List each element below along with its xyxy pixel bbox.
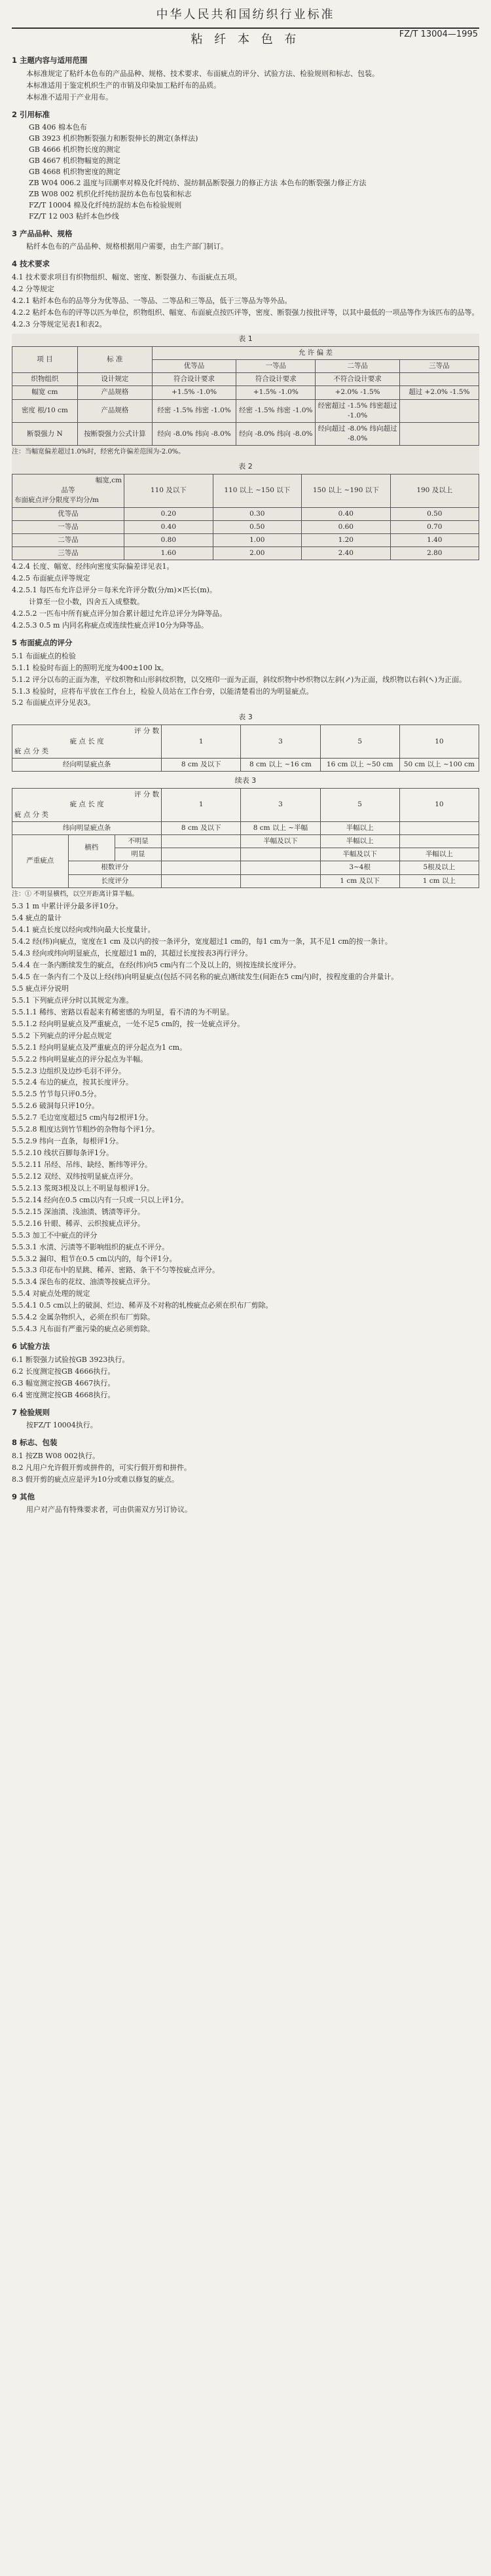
table-cell: 0.50: [213, 520, 301, 533]
table-row: [12, 533, 479, 546]
table-cell: 一等品: [12, 520, 124, 533]
table-cell: [399, 399, 479, 422]
table-row: [12, 507, 479, 520]
table-cell: 横档: [68, 835, 115, 861]
clause: 5.4.4 在一条内断续发生的疵点，在经(纬)向5 cm内有二个及以上的，则按连续长度评分。: [12, 961, 301, 970]
clause: 4.2.5.3 0.5 m 内同名称疵点或连续性疵点评10分为降等品。: [12, 621, 208, 630]
reference-item: FZ/T 12 003 粘纤本色纱线: [29, 211, 119, 221]
table-header: 150 以上 ~190 以下: [302, 474, 390, 507]
table-header: 190 及以上: [390, 474, 479, 507]
clause: 5.5.2.1 经向明显疵点及严重疵点的评分起点为1 cm。: [12, 1043, 187, 1052]
table-cell: [162, 861, 241, 874]
table-row: [12, 520, 479, 533]
table-cell: 严重疵点: [12, 835, 69, 888]
table-cell: +1.5% -1.0%: [152, 386, 236, 399]
clause: 5.4 疵点的量计: [12, 914, 62, 923]
clause: 5.5.2.11 吊经、吊纬、缺经、断纬等评分。: [12, 1160, 152, 1170]
table-cell: 半幅及以下: [241, 835, 320, 848]
clause: 5.5.2.15 深油渍、浅油渍、锈渍等评分。: [12, 1207, 145, 1216]
reference-item: GB 4666 机织物长度的测定: [29, 145, 120, 154]
table-1-caption: 表 1: [238, 334, 253, 343]
page-header: [12, 7, 479, 24]
table-1-block: [12, 334, 479, 561]
corner-bottom: 布面疵点评分限度平均分/m: [14, 496, 99, 505]
table-header: 3: [241, 789, 320, 822]
table-cell: 按断裂强力公式计算: [77, 423, 152, 446]
clause: 4.2.5.1 每匹布允许总评分＝每米允许评分数(分/m)×匹长(m)。: [12, 586, 217, 595]
paragraph: 粘纤本色布的产品品种、规格根据用户需要，由生产部门制订。: [26, 242, 228, 251]
table-note: 注：当幅宽偏差超过1.0%时，经密允许偏差范围为-2.0%。: [12, 448, 185, 456]
table-header: 二等品: [316, 359, 399, 372]
clause: 8.3 假开剪的疵点应是评为10分或难以修复的疵点。: [12, 1475, 179, 1484]
table-cell: 设计规定: [77, 373, 152, 386]
reference-item: GB 3923 机织物断裂强力和断裂伸长的测定(条样法): [29, 134, 198, 143]
table-cell: 半幅以上: [320, 821, 399, 834]
table-header: 优等品: [152, 359, 236, 372]
clause: 5.5.2.6 破洞每只评10分。: [12, 1101, 99, 1111]
reference-item: ZB W04 006.2 温度与回潮率对棉及化纤纯纺、混纺制品断裂强力的修正方法 本色布的断裂强力修正方法: [29, 179, 367, 188]
table-note: 注：① 不明显横档，以空开距离计算半幅。: [12, 890, 139, 898]
section-1-heading: 1 主题内容与适用范围: [12, 56, 88, 65]
table-cell: 根数评分: [68, 861, 162, 874]
table-cell: 经向 -8.0% 纬向 -8.0%: [152, 423, 236, 446]
clause: 5.5.3.1 水渍、污渍等不影响组织的疵点不评分。: [12, 1242, 169, 1251]
clause: 5.5.2.14 经向在0.5 cm以内有一只或一只以上评1分。: [12, 1195, 189, 1204]
table-cell: 优等品: [12, 507, 124, 520]
table-row: [12, 874, 479, 887]
table-row: [12, 861, 479, 874]
table-cell: +2.0% -1.5%: [316, 386, 399, 399]
table-cell: 断裂强力 N: [12, 423, 78, 446]
corner-bottom: 疵 点 分 类: [14, 810, 49, 819]
clause: 5.4.3 经向或纬向明显疵点，长度超过1 m的，其超过长度按表3再行评分。: [12, 949, 253, 958]
clause: 4.2.4 长度、幅宽、经纬向密度实际偏差详见表1。: [12, 562, 174, 571]
table-header: 5: [320, 789, 399, 822]
table-header: 1: [162, 789, 241, 822]
paragraph: 本标准不适用于产业用布。: [26, 92, 113, 101]
clause: 5.5.4.3 凡布面有严重污染的疵点必须剪除。: [12, 1325, 155, 1334]
corner-bottom: 疵 点 分 类: [14, 747, 49, 755]
table-1: [12, 346, 479, 446]
section-4-heading: 4 技术要求: [12, 259, 50, 269]
table-cell: [162, 835, 241, 848]
table-cell: 经向 -8.0% 纬向 -8.0%: [236, 423, 316, 446]
table-cell: 半幅及以下: [320, 848, 399, 861]
clause: 5.5.2.5 竹节每只评0.5分。: [12, 1090, 101, 1099]
corner-top: 幅宽,cm: [95, 476, 122, 484]
clause: 5.1.1 检验时布面上的照明光度为400±100 lx。: [12, 663, 168, 672]
table-cell: 1 cm 及以下: [320, 874, 399, 887]
table-cell: 2.80: [390, 547, 479, 560]
clause: 5.4.2 经(纬)向疵点，宽度在1 cm 及以内的按一条评分，宽度超过1 cm的，每1 cm为一条，其不足1 cm的按一条计。: [12, 937, 392, 946]
table-header: 一等品: [236, 359, 316, 372]
table-cell: [241, 874, 320, 887]
table-cell: 2.40: [302, 547, 390, 560]
table-corner: [12, 474, 124, 507]
section-9-heading: 9 其他: [12, 1492, 35, 1501]
table-3-caption: 表 3: [238, 713, 253, 722]
clause: 5.5.3.3 印花布中的星跳、稀弄、密路、条干不匀等按疵点评分。: [12, 1266, 219, 1275]
standard-number: FZ/T 13004—1995: [399, 29, 478, 39]
clause: 5.5.4.2 金属杂物织入，必须在织布厂剪除。: [12, 1313, 155, 1322]
clause: 5.5.2.16 针眼、稀弄、云织按疵点评分。: [12, 1219, 145, 1228]
table-cell: [399, 835, 479, 848]
table-cell: 0.20: [124, 507, 213, 520]
table-cell: 明显: [115, 848, 161, 861]
paragraph: 用户对产品有特殊要求者，可由供需双方另订协议。: [26, 1505, 192, 1514]
table-cell: 半幅以上: [320, 835, 399, 848]
reference-item: GB 4667 机织物幅宽的测定: [29, 156, 120, 166]
clause: 5.5.3.2 漏印、粗节在0.5 cm以内的，每个评1分。: [12, 1254, 177, 1263]
document-title: 粘 纤 本 色 布: [191, 33, 300, 47]
clause: 8.2 凡用户允许假开剪或拼件的，可实行假开剪和拼件。: [12, 1463, 191, 1472]
clause: 5.5.2.7 毛边宽度超过5 cm内每2根评1分。: [12, 1113, 153, 1122]
clause: 4.2 分等规定: [12, 285, 54, 293]
table-header: 三等品: [399, 359, 479, 372]
clause: 5.5.1 下列疵点评分时以其规定为准。: [12, 995, 134, 1005]
table-header: 10: [399, 789, 479, 822]
table-cell: 超过 +2.0% -1.5%: [399, 386, 479, 399]
clause: 5.2 布面疵点评分见表3。: [12, 698, 95, 707]
table-cell: 8 cm 以上 ~16 cm: [241, 758, 320, 771]
table-cell: 0.70: [390, 520, 479, 533]
paragraph: 本标准适用于鉴定机织生产的市销及印染加工粘纤布的品质。: [26, 80, 221, 90]
paragraph: 按FZ/T 10004执行。: [26, 1421, 98, 1430]
corner-mid: 疵 点 长 度: [69, 800, 104, 809]
table-cell: 50 cm 以上 ~100 cm: [399, 758, 479, 771]
clause: 4.2.1 粘纤本色布的品等分为优等品、一等品、二等品和三等品，低于三等品为等外品。: [12, 296, 292, 305]
table-row: [12, 758, 479, 771]
table-cell: 经密超过 -1.5% 纬密超过 -1.0%: [316, 399, 399, 422]
table-cell: [399, 423, 479, 446]
section-5-heading: 5 布面疵点的评分: [12, 638, 73, 648]
clause: 6.2 长度测定按GB 4666执行。: [12, 1367, 115, 1376]
clause: 6.4 密度测定按GB 4668执行。: [12, 1390, 115, 1399]
table-cell: [399, 373, 479, 386]
table-cell: 不符合设计要求: [316, 373, 399, 386]
table-header: 110 及以下: [124, 474, 213, 507]
section-6-heading: 6 试验方法: [12, 1342, 50, 1351]
clause: 5.5.2.9 纬向一直条，每根评1分。: [12, 1137, 123, 1146]
table-cell: 符合设计要求: [236, 373, 316, 386]
table-cell: [241, 861, 320, 874]
table-cell: [399, 821, 479, 834]
table-cell: 0.40: [124, 520, 213, 533]
section-2-heading: 2 引用标准: [12, 109, 50, 119]
table-cell: 1.40: [390, 533, 479, 546]
clause: 5.5.3.4 深色布的花纹、油渍等按疵点评分。: [12, 1278, 155, 1287]
clause: 计算至一位小数，四舍五入成整数。: [29, 598, 144, 607]
clause: 5.4.1 疵点长度以经向或纬向最大长度量计。: [12, 925, 155, 935]
table-header: 标 准: [77, 346, 152, 372]
clause: 5.3 1 m 中累计评分最多评10分。: [12, 902, 123, 911]
table-header: 10: [399, 725, 479, 759]
clause: 5.5.2.2 纬向明显疵点的评分起点为半幅。: [12, 1054, 147, 1064]
table-cell: 三等品: [12, 547, 124, 560]
table-cell: 8 cm 及以下: [162, 758, 241, 771]
table-cell: 1.00: [213, 533, 301, 546]
paragraph: 本标准规定了粘纤本色布的产品品种、规格、技术要求、布面疵点的评分、试验方法、检验规则和标志、包装。: [26, 69, 379, 78]
table-cell: [241, 848, 320, 861]
table-cell: 经密 -1.5% 纬密 -1.0%: [236, 399, 316, 422]
table-3-continued: [12, 788, 479, 888]
section-8-heading: 8 标志、包装: [12, 1438, 58, 1448]
clause: 5.5.2.10 线状百脚每条评1分。: [12, 1149, 113, 1158]
table-3: [12, 724, 479, 772]
table-cell: 幅宽 cm: [12, 386, 78, 399]
clause: 5.1.3 检验时，应将布平放在工作台上，检验人员站在工作台旁，以能清楚看出的为明显疵点。: [12, 687, 314, 696]
section-3-heading: 3 产品品种、规格: [12, 228, 73, 238]
reference-item: GB 406 棉本色布: [29, 123, 87, 132]
table-cell: 8 cm 及以下: [162, 821, 241, 834]
table-cell: 1.60: [124, 547, 213, 560]
clause: 5.5.2.12 双经、双纬按明显疵点评分。: [12, 1172, 137, 1181]
table-2: [12, 474, 479, 561]
clause: 5.5.1.2 经向明显疵点及严重疵点，一处不足5 cm的，按一处疵点评分。: [12, 1019, 245, 1028]
table-header: 5: [320, 725, 399, 759]
table-cell: 二等品: [12, 533, 124, 546]
table-cell: 0.50: [390, 507, 479, 520]
clause: 5.5.2.3 边组织及边纱毛羽不评分。: [12, 1066, 126, 1075]
table-cell: 5根及以上: [399, 861, 479, 874]
table-corner: [12, 725, 162, 759]
corner-top: 评 分 数: [134, 791, 160, 799]
section-7-heading: 7 检验规则: [12, 1407, 50, 1417]
table-header: 3: [241, 725, 320, 759]
clause: 4.1 技术要求项目有织物组织、幅宽、密度、断裂强力、布面疵点五项。: [12, 273, 242, 282]
table-row: [12, 399, 479, 422]
clause: 5.5.4.1 0.5 cm以上的破洞、烂边、稀弄及不对称的轧梭疵点必须在织布厂剪除。: [12, 1301, 273, 1310]
clause: 5.1.2 评分以布的正面为准，平纹织物和山形斜纹织物，以交班印一面为正面，斜纹织物中纱织物以左斜(↗)为正面，线织物以右斜(↖)为正面。: [12, 675, 467, 684]
reference-item: GB 4668 机织物密度的测定: [29, 168, 120, 177]
reference-item: ZB W08 002 机织化纤纯纺混纺本色布包装和标志: [29, 189, 192, 198]
standard-org: 中华人民共和国纺织行业标准: [156, 8, 335, 22]
table-row: [12, 835, 479, 848]
table-cell: 0.30: [213, 507, 301, 520]
table-cell: 织物组织: [12, 373, 78, 386]
table-cell: +1.5% -1.0%: [236, 386, 316, 399]
table-3-cont-caption: 续表 3: [234, 776, 257, 785]
clause: 4.2.3 分等规定见表1和表2。: [12, 319, 107, 329]
corner-mid: 品等: [61, 486, 75, 495]
corner-top: 评 分 数: [134, 727, 160, 736]
clause: 5.5.2.13 浆斑3根及以上不明显每根评1分。: [12, 1183, 154, 1192]
table-cell: 经向明显疵点条: [12, 758, 162, 771]
table-cell: 产品规格: [77, 399, 152, 422]
clause: 5.5.1.1 稀纬、密路以看起来有稀密感的为明显，看不清的为不明显。: [12, 1007, 234, 1016]
table-cell: 密度 根/10 cm: [12, 399, 78, 422]
table-corner: [12, 789, 162, 822]
table-cell: 1.20: [302, 533, 390, 546]
section-5-clauses: [12, 901, 479, 1334]
table-cell: 16 cm 以上 ~50 cm: [320, 758, 399, 771]
table-row: [12, 821, 479, 834]
table-cell: [162, 848, 241, 861]
table-cell: 经密 -1.5% 纬密 -1.0%: [152, 399, 236, 422]
clause: 8.1 按ZB W08 002执行。: [12, 1451, 100, 1460]
clause: 5.5.4 对疵点处理的规定: [12, 1289, 90, 1298]
table-cell: 长度评分: [68, 874, 162, 887]
clause: 6.1 断裂强力试验按GB 3923执行。: [12, 1355, 130, 1364]
clause: 5.5.2 下列疵点的评分起点规定: [12, 1031, 112, 1040]
table-cell: 不明显: [115, 835, 161, 848]
clause: 5.1 布面疵点的检验: [12, 651, 76, 660]
table-cell: 经向超过 -8.0% 纬向超过 -8.0%: [316, 423, 399, 446]
clause: 5.5.3 加工不中疵点的评分: [12, 1230, 98, 1240]
clause: 4.2.5 布面疵点评等规定: [12, 574, 90, 583]
table-cell: 1 cm 以上: [399, 874, 479, 887]
table-cell: 纬向明显疵点条: [12, 821, 162, 834]
table-header: 允 许 偏 差: [152, 346, 479, 359]
clause: 5.5 疵点评分说明: [12, 984, 69, 993]
clause: 4.2.5.2 一匹布中所有疵点评分加合累计超过允许总评分为降等品。: [12, 609, 227, 618]
corner-mid: 疵 点 长 度: [69, 737, 104, 745]
clause: 4.2.2 粘纤本色布的评等以匹为单位，织物组织、幅宽、布面疵点按匹评等，密度、断裂强力按批评等，以其中最低的一项品等作为该匹布的品等。: [12, 308, 479, 317]
table-header: 项 目: [12, 346, 78, 372]
table-row: [12, 547, 479, 560]
table-cell: [162, 874, 241, 887]
table-cell: 符合设计要求: [152, 373, 236, 386]
table-2-caption: 表 2: [238, 461, 253, 471]
clause: 6.3 幅宽测定按GB 4667执行。: [12, 1378, 115, 1387]
clause: 5.5.2.8 粗度达到竹节粗纱的杂物每个评1分。: [12, 1125, 159, 1134]
table-cell: 8 cm 以上 ~半幅: [241, 821, 320, 834]
table-cell: 2.00: [213, 547, 301, 560]
table-row: [12, 373, 479, 386]
table-cell: 0.40: [302, 507, 390, 520]
clause: 5.5.2.4 布边的疵点，按其长度评分。: [12, 1078, 133, 1087]
table-cell: 半幅以上: [399, 848, 479, 861]
reference-item: FZ/T 10004 棉及化纤纯纺混纺本色布检验规则: [29, 200, 182, 209]
table-row: [12, 423, 479, 446]
table-cell: 0.80: [124, 533, 213, 546]
table-cell: 产品规格: [77, 386, 152, 399]
table-header: 1: [162, 725, 241, 759]
clause: 5.4.5 在一条内有二个及以上经(纬)向明显疵点(包括不同名称的疵点)断续发生(间距在5 cm内)时，按程度重的合并量计。: [12, 973, 399, 982]
table-cell: 0.60: [302, 520, 390, 533]
table-cell: 3~4根: [320, 861, 399, 874]
table-header: 110 以上 ~150 以下: [213, 474, 301, 507]
table-row: [12, 386, 479, 399]
